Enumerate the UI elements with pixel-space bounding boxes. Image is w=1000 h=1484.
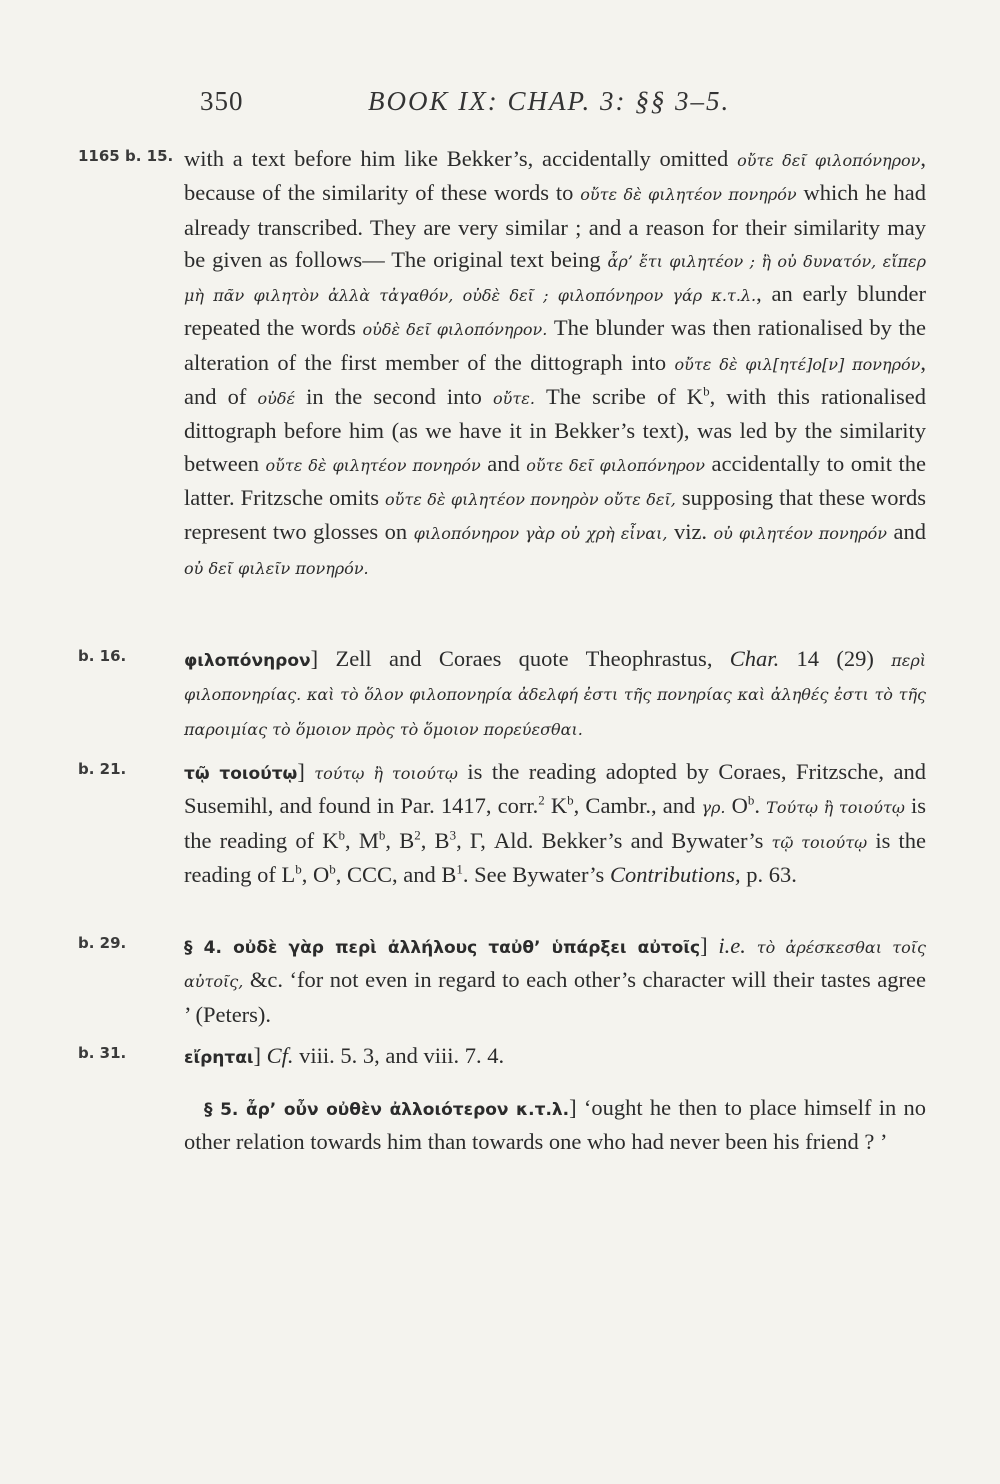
note-text xyxy=(184,643,926,746)
text-run: , M xyxy=(345,827,379,853)
greek-quote: τὸ ἀρέσκεσθαι τοῖς αὐτοῖς, xyxy=(184,938,926,992)
page-header xyxy=(200,86,820,120)
line-reference: b. 31. xyxy=(78,1044,127,1062)
text-run: . See Bywater’s xyxy=(462,861,610,887)
lemma: τῷ τοιούτῳ xyxy=(184,764,298,784)
superscript: 1 xyxy=(456,861,463,877)
note-text xyxy=(184,1092,926,1159)
greek-quote: ἆρ’ ἔτι φιλητέον ; ἢ οὐ δυνατόν, εἴπερ μὴ πᾶν φιλητὸν ἀλλὰ τἀγαθόν, οὐδὲ δεῖ ; φιλοπόνηρον γάρ κ.τ.λ. xyxy=(184,251,926,306)
superscript: b xyxy=(567,792,574,808)
text-run: ] xyxy=(253,1043,267,1068)
text-run: . xyxy=(754,793,767,819)
text-run: supposing that these words represent two glosses on xyxy=(184,484,927,545)
superscript: b xyxy=(329,861,336,877)
lemma: ἆρ’ οὖν οὐθὲν ἀλλοιότερον κ.τ.λ. xyxy=(245,1100,570,1120)
text-run: The scribe of K xyxy=(534,384,704,410)
greek-quote: τούτῳ ἢ τοιούτῳ xyxy=(314,764,458,783)
text-run: is the reading of L xyxy=(184,827,927,887)
text-run: in the second into xyxy=(295,384,494,410)
text-run: , CCC, and B xyxy=(335,861,457,887)
note-text xyxy=(184,1040,926,1074)
running-title: BOOK IX: CHAP. 3: §§ 3–5. xyxy=(368,86,731,116)
text-run: is the reading adopted by Coraes, Fritzsche, and Susemihl, and found in Par. 1417, corr. xyxy=(184,759,926,819)
text-run: , and of xyxy=(184,349,926,410)
greek-quote: περὶ φιλοπονηρίας. καὶ τὸ ὅλον φιλοπονηρία ἀδελφή ἐστι τῆς πονηρίας καὶ ἀληθές ἐστι τὸ τῆς παροιμίας τὸ ὅμοιον πρὸς τὸ ὅμοιον πορεύεσθαι. xyxy=(184,651,926,739)
greek-quote: οὔτε δὲ φιλητέον πονηρόν xyxy=(265,455,481,475)
text-run: is the reading of K xyxy=(184,793,927,853)
italic-text: Char. xyxy=(729,646,780,671)
line-reference: b. 21. xyxy=(78,760,127,778)
lemma: § 4. xyxy=(184,938,234,958)
text-run: , with this rationalised dittograph before him (as we have it in Bekker’s text), was led by the similarity between xyxy=(184,384,926,476)
text-run: , an early blunder repeated the words xyxy=(184,281,927,341)
superscript: 2 xyxy=(538,792,545,808)
text-run xyxy=(746,933,757,958)
greek-quote: φιλοπόνηρον γὰρ οὐ χρὴ εἶναι, xyxy=(413,524,668,544)
superscript: 3 xyxy=(449,827,457,843)
greek-quote: οὔτε δεῖ φιλοπόνηρον xyxy=(737,151,921,170)
lemma: § 5. xyxy=(204,1100,246,1120)
text-run: ] Zell and Coraes quote Theophrastus, xyxy=(310,646,730,671)
text-run: accidentally to omit the latter. Fritzsche omits xyxy=(184,450,926,510)
text-run: p. 63. xyxy=(740,861,797,887)
line-reference: b. 29. xyxy=(78,934,127,952)
text-run: &c. ‘for not even in regard to each other’s character will their tastes agree ’ (Peters). xyxy=(184,967,926,1027)
text-run: ] xyxy=(297,759,315,784)
superscript: 2 xyxy=(414,827,421,843)
text-run: , O xyxy=(301,861,330,887)
text-run: , B xyxy=(420,827,450,853)
greek-quote: Τούτῳ ἢ τοιούτῳ xyxy=(766,798,905,818)
italic-text: Cf. xyxy=(266,1043,294,1068)
superscript: b xyxy=(378,827,386,843)
text-run: , because of the similarity of these words to xyxy=(184,146,927,206)
greek-quote: γρ. xyxy=(701,798,726,818)
text-run: which he had already transcribed. They are very similar ; and a reason for their similarity may be given as follows— The original text being xyxy=(184,180,926,272)
lemma: εἴρηται xyxy=(184,1048,254,1068)
greek-quote: οὐ δεῖ φιλεῖν πονηρόν. xyxy=(184,558,369,578)
superscript: b xyxy=(338,827,346,843)
note-text xyxy=(184,756,926,891)
superscript: b xyxy=(295,861,302,877)
text-run: ] ‘ought he then to place himself in no other relation towards him than towards one who had never been his friend ? ’ xyxy=(184,1095,927,1155)
text-run: K xyxy=(544,793,568,819)
italic-text: Contributions, xyxy=(609,861,741,887)
note-text xyxy=(184,143,926,585)
greek-quote: οὔτε. xyxy=(493,389,535,409)
page-number: 350 xyxy=(200,86,244,116)
text-run: ] xyxy=(700,933,719,958)
greek-quote: οὔτε δὲ φιλητέον πονηρόν xyxy=(580,185,797,205)
text-run: , B xyxy=(385,827,415,853)
text-run: O xyxy=(725,793,748,819)
lemma: φιλοπόνηρον xyxy=(184,651,311,671)
text-run: with a text before him like Bekker’s, accidentally omitted xyxy=(184,146,738,171)
greek-quote: οὔτε δὲ φιλητέον πονηρὸν οὔτε δεῖ, xyxy=(385,489,676,509)
text-run: The blunder was then rationalised by the alteration of the first member of the dittograph into xyxy=(184,315,926,375)
text-run: viz. xyxy=(667,519,714,545)
line-reference: 1165 b. 15. xyxy=(78,147,174,165)
greek-quote: οὐ φιλητέον πονηρόν xyxy=(713,524,888,544)
superscript: b xyxy=(747,792,755,808)
text-run: viii. 5. 3, and viii. 7. 4. xyxy=(293,1043,505,1068)
greek-quote: οὐδέ xyxy=(257,389,296,409)
text-run: 14 (29) xyxy=(779,646,892,671)
text-run: , Γ, Ald. Bekker’s and Bywater’s xyxy=(456,827,772,853)
greek-quote: τῷ τοιούτῳ xyxy=(771,832,868,852)
italic-text: i.e. xyxy=(718,933,746,958)
text-run: and xyxy=(480,450,527,476)
note-text xyxy=(184,930,926,1031)
greek-quote: οὔτε δεῖ φιλοπόνηρον xyxy=(526,455,705,475)
lemma: οὐδὲ γὰρ περὶ ἀλλήλους ταὐθ’ ὑπάρξει αὐτοῖς xyxy=(233,938,701,958)
text-run: , Cambr., and xyxy=(573,793,702,819)
superscript: b xyxy=(703,383,710,399)
text-run: and xyxy=(887,519,926,545)
greek-quote: οὔτε δὲ φιλ[ητέ]ο[ν] πονηρόν xyxy=(674,354,921,374)
line-reference: b. 16. xyxy=(78,647,127,665)
greek-quote: οὐδὲ δεῖ φιλοπόνηρον. xyxy=(362,320,548,340)
